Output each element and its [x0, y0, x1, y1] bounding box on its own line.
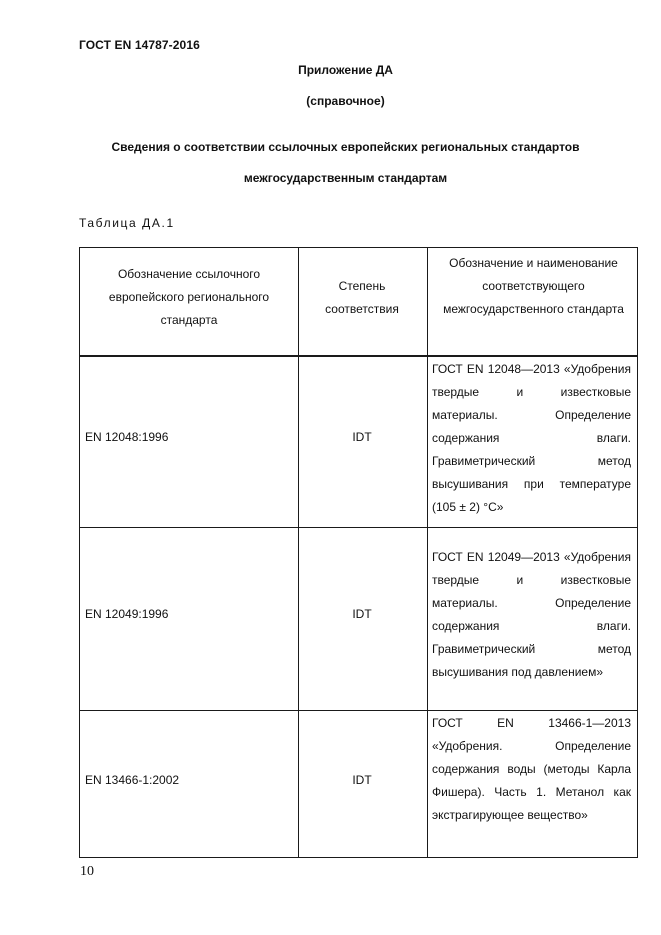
- row-standard: ГОСТ EN 13466-1—2013 «Удобрения. Определение содержания воды (методы Карла Фишера). Часть 1. Метанол как экстрагирующее вещество»: [432, 716, 631, 822]
- header-cell-degree: Степень соответствия: [325, 279, 399, 316]
- column-divider-1: [298, 248, 299, 857]
- row-designation: EN 13466-1:2002: [85, 773, 180, 787]
- row-divider-1: [80, 527, 637, 528]
- section-heading-line-2: межгосударственным стандартам: [243, 171, 448, 185]
- header-cell-designation: Обозначение ссылочного европейского регионального стандарта: [108, 267, 270, 327]
- section-heading-line-1: Сведения о соответствии ссылочных европейских региональных стандартов: [111, 140, 580, 154]
- page-number: 10: [80, 864, 94, 879]
- annex-type: (справочное): [306, 94, 385, 108]
- row-standard: ГОСТ EN 12048—2013 «Удобрения твердые и известковые материалы. Определение содержания влаги. Гравиметрический метод высушивания при температуре (105 ± 2) °С»: [432, 362, 631, 514]
- row-designation: EN 12049:1996: [85, 607, 169, 621]
- header-cell-standard: Обозначение и наименование соответствующего межгосударственного стандарта: [443, 256, 624, 316]
- correspondence-table: [79, 247, 638, 858]
- row-degree: IDT: [352, 607, 372, 621]
- header-divider: [80, 355, 637, 357]
- row-designation: EN 12048:1996: [85, 430, 169, 444]
- document-code: ГОСТ EN 14787-2016: [79, 38, 200, 52]
- row-divider-2: [80, 710, 637, 711]
- annex-title: Приложение ДА: [298, 63, 393, 77]
- row-degree: IDT: [352, 430, 372, 444]
- row-degree: IDT: [352, 773, 372, 787]
- table-caption: Таблица ДА.1: [79, 216, 175, 230]
- row-standard: ГОСТ EN 12049—2013 «Удобрения твердые и известковые материалы. Определение содержания влаги. Гравиметрический метод высушивания под давлением»: [432, 550, 631, 679]
- column-divider-2: [427, 248, 428, 857]
